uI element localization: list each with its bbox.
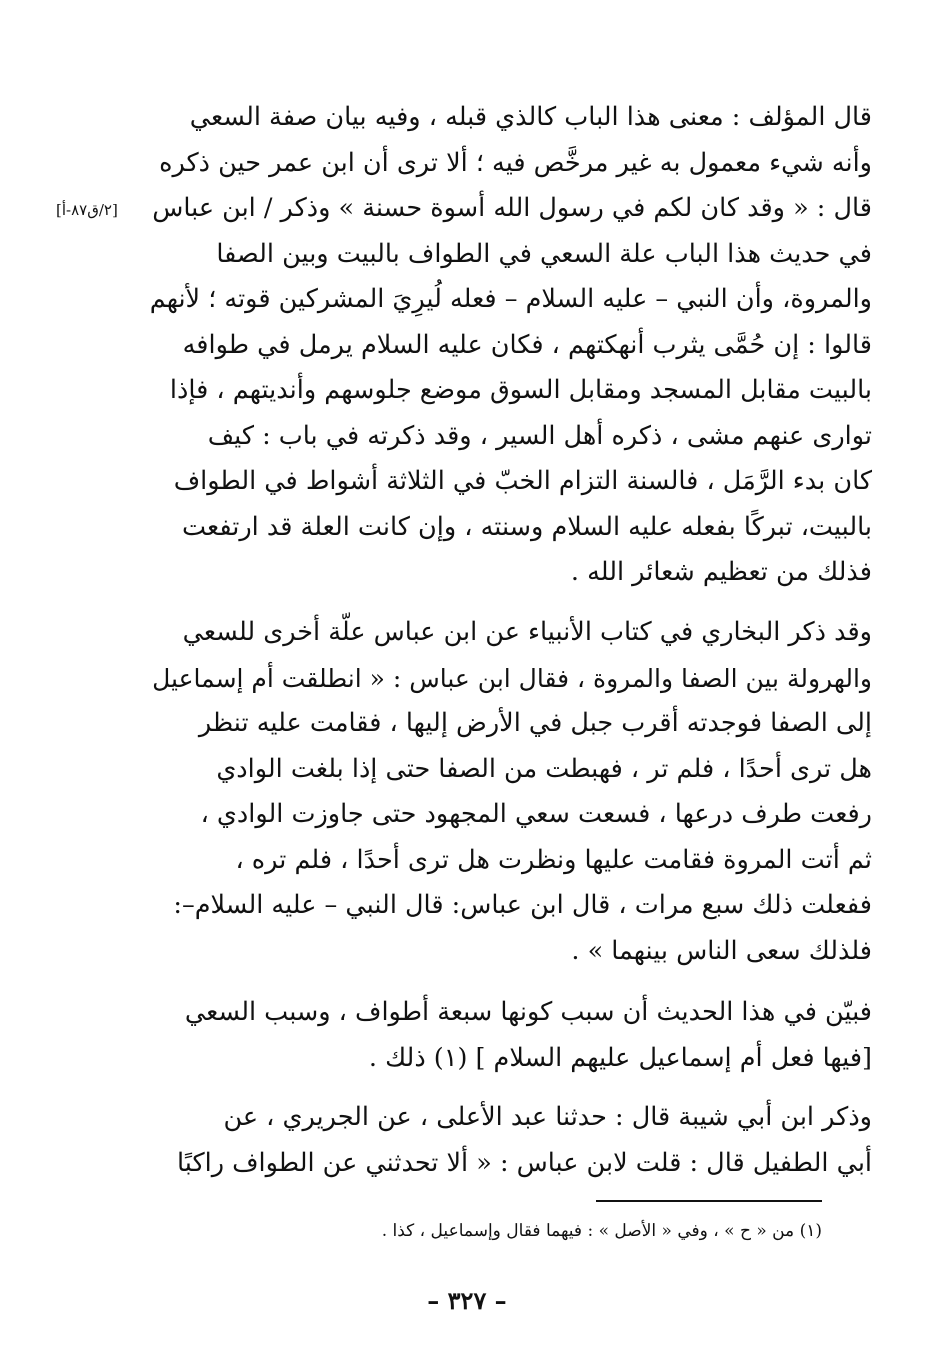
paragraph-2 xyxy=(142,610,872,974)
text-line: كان بدء الرَّمَل ، فالسنة التزام الخبّ في الثلاثة أشواط في الطواف xyxy=(173,466,872,496)
footnote-separator xyxy=(596,1200,822,1202)
text-line: في حديث هذا الباب علة السعي في الطواف بالبيت وبين الصفا xyxy=(216,238,872,269)
text-line: بالبيت، تبركًا بفعله عليه السلام وسنته ، وإن كانت العلة قد ارتفعت xyxy=(182,511,872,542)
text-line: ففعلت ذلك سبع مرات ، قال ابن عباس: قال النبي – عليه السلام–: xyxy=(173,890,872,920)
text-line: والمروة، وأن النبي – عليه السلام – فعله لُيرِيَ المشركين قوته ؛ لأنهم xyxy=(149,284,872,314)
text-line: ثم أتت المروة فقامت عليها ونظرت هل ترى أحدًا ، فلم تره ، xyxy=(235,844,872,875)
text-line: توارى عنهم مشى ، ذكره أهل السير ، وقد ذكرته في باب : كيف xyxy=(207,420,872,451)
paragraph-4 xyxy=(142,1095,872,1186)
text-line: بالبيت مقابل المسجد ومقابل السوق موضع جلوسهم وأنديتهم ، فإذا xyxy=(169,375,872,405)
paragraph-3 xyxy=(142,990,872,1081)
text-line: وذكر ابن أبي شيبة قال : حدثنا عبد الأعلى ، عن الجريري ، عن xyxy=(223,1102,872,1132)
text-line: فلذلك سعى الناس بينهما » . xyxy=(571,935,872,966)
text-line: أبي الطفيل قال : قلت لابن عباس : « ألا تحدثني عن الطواف راكبًا xyxy=(177,1147,872,1178)
text-line: فبيّن في هذا الحديث أن سبب كونها سبعة أطواف ، وسبب السعي xyxy=(184,997,872,1027)
text-line: قالوا : إن حُمَّى يثرب أنهكتهم ، فكان عليه السلام يرمل في طوافه xyxy=(182,329,872,360)
page-number: – ٣٢٧ – xyxy=(427,1286,507,1315)
footnote: (١) من « ح » ، وفي « الأصل » : فيهما فقال وإسماعيل ، كذا . xyxy=(381,1221,822,1241)
text-line: هل ترى أحدًا ، فلم تر ، فهبطت من الصفا حتى إذا بلغت الوادي xyxy=(216,753,872,784)
text-line: إلى الصفا فوجدته أقرب جبل في الأرض إليها ، فقامت عليه تنظر xyxy=(198,708,872,738)
text-line: قال : « وقد كان لكم في رسول الله أسوة حسنة » وذكر / ابن عباس xyxy=(152,193,872,223)
text-line: وقد ذكر البخاري في كتاب الأنبياء عن ابن عباس علّة أخرى للسعي xyxy=(182,617,872,647)
margin-manuscript-reference: [٢/ق٨٧-أ] xyxy=(56,201,118,219)
paragraph-1 xyxy=(142,95,872,596)
text-line: والهرولة بين الصفا والمروة ، فقال ابن عباس : « انطلقت أم إسماعيل xyxy=(152,663,872,693)
text-line: [فيها فعل أم إسماعيل عليهم السلام ] (١) ذلك . xyxy=(368,1042,872,1073)
text-line: وأنه شيء معمول به غير مرخَّص فيه ؛ ألا ترى أن ابن عمر حين ذكره xyxy=(159,147,872,178)
text-line: قال المؤلف : معنى هذا الباب كالذي قبله ، وفيه بيان صفة السعي xyxy=(189,102,872,132)
text-line: رفعت طرف درعها ، فسعت سعي المجهود حتى جاوزت الوادي ، xyxy=(200,799,872,829)
text-line: فذلك من تعظيم شعائر الله . xyxy=(570,557,872,587)
